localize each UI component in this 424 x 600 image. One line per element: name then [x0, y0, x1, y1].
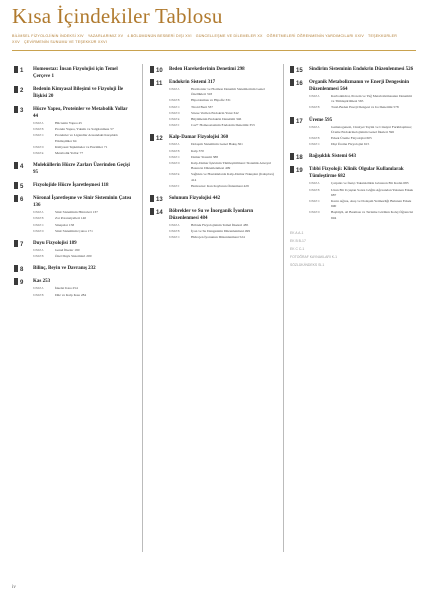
- chapter-marker: [150, 134, 154, 141]
- section-code: KISIM D: [309, 210, 320, 215]
- toc-chapter[interactable]: [14, 182, 132, 189]
- chapter-number: [290, 79, 304, 87]
- column-divider: [142, 64, 143, 552]
- section-title: Erkek Üreme Fizyolojisi 605: [331, 136, 372, 141]
- toc-chapter[interactable]: [150, 66, 275, 73]
- legend-item: 4.BÖLÜMÜNÜN BESBERİ DIŞI XVI: [127, 34, 192, 38]
- toc-section[interactable]: [309, 94, 414, 104]
- appendix-item[interactable]: SÖZLÜK/İNDEKS SI-1: [290, 262, 325, 267]
- section-code: KISIM C: [33, 133, 44, 138]
- section-code: KISIM A: [33, 248, 44, 253]
- chapter-number: [150, 134, 164, 142]
- toc-chapter[interactable]: [150, 134, 275, 189]
- chapter-number: [14, 162, 28, 170]
- header-rule: [12, 50, 416, 51]
- toc-section[interactable]: [33, 145, 132, 150]
- legend-item: YAZARLARIMIZ XV: [87, 34, 124, 38]
- toc-chapter[interactable]: [14, 265, 132, 272]
- chapter-marker: [14, 162, 18, 169]
- chapter-number-text: 6: [20, 197, 24, 204]
- chapter-number: [290, 166, 304, 174]
- section-title: Sinir Sisteminin Çatısı 171: [55, 228, 93, 233]
- chapter-number-text: 18: [296, 155, 303, 162]
- chapter-marker: [14, 240, 18, 247]
- chapter-title: Beden Hareketlerinin Denetimi 298: [169, 67, 245, 72]
- chapter-title: Fizyolojide Hücre İşaretleşmesi 118: [33, 183, 109, 189]
- section-title: Hücrenin Yapısı 45: [55, 121, 82, 125]
- section-code: KISIM D: [169, 110, 180, 115]
- section-title: Protein Yapısı, Yıkımı ve Salgılanması 57: [55, 127, 114, 132]
- section-code: KISIM B: [169, 98, 180, 103]
- toc-section[interactable]: [169, 123, 275, 128]
- section-code: KISIM E: [169, 117, 180, 122]
- toc-section[interactable]: [169, 142, 275, 147]
- toc-chapter[interactable]: [150, 195, 275, 202]
- legend-item: ÖĞRETMELERİ ÖĞRENMENİN YARDIMCILARI XXIV: [266, 34, 364, 38]
- section-title: Uzun Bir Uçuştan Sonra Göğüs Ağrısından Yakınan Erkek 687: [331, 187, 414, 197]
- toc-chapter[interactable]: [14, 86, 132, 100]
- front-matter-legend: [12, 33, 414, 45]
- section-code: KISIM E: [169, 172, 180, 177]
- chapter-title: Bağışıklık Sistemi 643: [309, 154, 356, 160]
- toc-section[interactable]: [169, 229, 275, 234]
- section-code: KISIM B: [33, 254, 44, 259]
- toc-section[interactable]: [169, 161, 275, 171]
- chapter-number: [14, 278, 28, 286]
- toc-chapter[interactable]: [290, 79, 414, 111]
- chapter-title: Hücre Yapısı, Proteinler ve Metabolik Yollar 44: [33, 107, 128, 119]
- chapter-number-text: 10: [156, 68, 163, 74]
- section-title: Zar Potansiyelleri 140: [55, 216, 87, 221]
- chapter-marker: [150, 79, 154, 86]
- chapter-title: Solunum Fizyolojisi 442: [169, 196, 221, 202]
- chapter-marker: [14, 278, 18, 285]
- section-title: Metabolik Yollar 77: [55, 151, 84, 156]
- section-code: KISIM F: [169, 183, 180, 188]
- section-code: KISIM C: [309, 199, 320, 204]
- chapter-number-text: 2: [20, 88, 24, 94]
- toc-section[interactable]: [33, 216, 132, 221]
- section-title: Tiroid Bezi 337: [191, 104, 214, 109]
- toc-section[interactable]: [169, 223, 275, 228]
- page-title: Kısa İçindekiler Tablosu: [12, 4, 223, 28]
- toc-section[interactable]: [309, 105, 414, 110]
- chapter-title: Böbrekler ve Su ve İnorganik İyonların Düzenlenmesi 484: [169, 209, 254, 222]
- section-title: İskelet Kası 254: [55, 286, 78, 291]
- toc-section[interactable]: [33, 286, 132, 291]
- legend-item: TEŞEKKÜRLER XXV: [12, 34, 398, 44]
- chapter-marker: [290, 166, 294, 173]
- chapter-number: [14, 86, 28, 94]
- chapter-title: Bilinç, Beyin ve Davranış 232: [33, 266, 96, 272]
- section-code: KISIM A: [169, 87, 180, 91]
- chapter-number-text: 3: [20, 108, 24, 114]
- section-code: KISIM C: [309, 142, 320, 147]
- toc-section[interactable]: [309, 142, 414, 147]
- chapter-title: Moleküllerin Hücre Zarları Üzerinden Geçişi 95: [33, 163, 130, 176]
- chapter-title: Sindirim Sisteminin Endokrin Düzenlenmesi 526: [309, 67, 414, 72]
- toc-chapter[interactable]: [290, 66, 414, 73]
- toc-chapter[interactable]: [14, 106, 132, 156]
- section-code: KISIM D: [33, 228, 44, 233]
- section-code: KISIM B: [169, 229, 180, 234]
- section-title: Düz ve Kalp Kası 284: [55, 292, 87, 297]
- chapter-marker: [290, 79, 294, 86]
- toc-section[interactable]: [309, 210, 414, 220]
- toc-section[interactable]: [169, 105, 275, 110]
- toc-chapter[interactable]: [290, 166, 414, 220]
- toc-chapter[interactable]: [150, 208, 275, 241]
- chapter-number: [14, 240, 28, 248]
- section-code: KISIM A: [33, 210, 44, 215]
- toc-section[interactable]: [33, 210, 132, 215]
- section-code: KISIM B: [169, 148, 180, 153]
- chapter-number: [150, 195, 164, 203]
- section-code: KISIM B: [33, 127, 44, 132]
- toc-chapter[interactable]: [14, 195, 132, 234]
- chapter-title: Kas 253: [33, 279, 51, 285]
- section-code: KISIM B: [309, 136, 320, 141]
- section-title: Çarpıntı ve İnatçı Takatsizlikle Gösteren Bir Kadın 683: [331, 181, 409, 186]
- chapter-number: [290, 153, 304, 161]
- toc-section[interactable]: [33, 248, 132, 253]
- chapter-number-text: 1: [20, 68, 24, 74]
- chapter-title: Homeostaz: İnsan Fizyolojisi için Temel Çerçeve 1: [33, 67, 118, 79]
- section-code: KISIM A: [169, 223, 180, 228]
- toc-chapter[interactable]: [290, 117, 414, 148]
- toc-section[interactable]: [169, 235, 275, 240]
- chapter-number-text: 13: [156, 197, 163, 204]
- section-code: KISIM B: [309, 105, 320, 110]
- chapter-marker: [14, 182, 18, 189]
- section-code: KISIM A: [309, 94, 320, 98]
- appendix-item[interactable]: EK A A-1: [290, 230, 304, 235]
- section-title: Karbonhidrat, Protein ve Yağ Metabolizmasının Denetimi ve Tümleştirilmesi 565: [331, 94, 412, 104]
- section-code: KISIM A: [33, 121, 44, 125]
- toc-section[interactable]: [169, 111, 275, 116]
- section-title: İyon ve Su Dengesinin Düzenlenmesi 499: [191, 229, 251, 234]
- section-code: KISIM C: [33, 222, 44, 227]
- section-code: KISIM B: [309, 187, 320, 192]
- section-title: Damar Sistemi 388: [191, 154, 219, 159]
- toc-section[interactable]: [169, 98, 275, 103]
- chapter-number: [290, 66, 304, 74]
- chapter-number-text: 5: [20, 184, 24, 191]
- toc-chapter[interactable]: [290, 153, 414, 160]
- section-title: Hormonlar ve Hormon Denetim Sistemlerinin Genel Özellikleri 318: [191, 87, 265, 97]
- section-title: Başbüyü, Al Basması ve Terleme Görülen Kolej Öğrencisi 694: [331, 210, 413, 220]
- section-code: KISIM C: [169, 235, 180, 240]
- chapter-marker: [290, 153, 294, 160]
- section-title: Büyümenin Endokrin Denetimi 346: [191, 117, 242, 122]
- chapter-marker: [290, 117, 294, 124]
- chapter-number: [14, 66, 28, 74]
- chapter-title: Üreme 595: [309, 117, 333, 123]
- section-title: Strese Verilen Endokrin Yanıt 342: [191, 110, 239, 115]
- section-title: Özel Duyu Sistemleri 200: [55, 254, 92, 259]
- chapter-number-text: 8: [20, 267, 24, 274]
- section-code: KISIM E: [33, 151, 44, 156]
- appendix-list: [290, 229, 414, 269]
- chapter-title: Endokrin Sistemi 317: [169, 80, 216, 85]
- chapter-number-text: 15: [296, 68, 303, 74]
- chapter-number: [14, 265, 28, 273]
- chapter-number: [150, 79, 164, 87]
- section-title: Proteinler ve Ligandlar Arasındaki Karşılıklı Etkileşimler 64: [55, 133, 118, 143]
- toc-chapter[interactable]: [14, 240, 132, 259]
- chapter-marker: [14, 66, 18, 73]
- toc-section[interactable]: [309, 199, 414, 209]
- toc-section[interactable]: [33, 127, 132, 132]
- chapter-marker: [290, 66, 294, 73]
- section-title: Dişi Üreme Fizyolojisi 615: [331, 142, 370, 147]
- chapter-number-text: 14: [156, 210, 163, 217]
- section-title: Kimyasal Tepkimeler ve Enzimler 71: [55, 144, 108, 149]
- section-code: KISIM A: [33, 286, 44, 291]
- section-title: Hipotalamus ve Hipofiz 331: [191, 98, 231, 103]
- chapter-number-text: 11: [156, 81, 163, 87]
- appendix-item[interactable]: EK C C-1: [290, 246, 305, 251]
- section-code: KISIM C: [169, 154, 180, 159]
- column-divider: [283, 64, 284, 552]
- section-code: KISIM D: [169, 161, 180, 166]
- toc-section[interactable]: [33, 293, 132, 298]
- toc-section[interactable]: [33, 151, 132, 156]
- section-code: KISIM B: [33, 216, 44, 221]
- section-title: Total-Beden Enerji Dengesi ve Isı Denetimi 578: [331, 105, 399, 110]
- toc-section[interactable]: [169, 172, 275, 182]
- appendix-item[interactable]: EK B B-17: [290, 238, 306, 243]
- chapter-number-text: 19: [296, 168, 303, 175]
- chapter-number-text: 4: [20, 164, 24, 171]
- legend-item: GÜNCELLEŞME VE DİLEMELER XX: [195, 34, 263, 38]
- toc-section[interactable]: [33, 229, 132, 234]
- section-code: KISIM A: [309, 181, 320, 186]
- toc-section[interactable]: [169, 117, 275, 122]
- chapter-title: Organik Metabolizmanın ve Enerji Dengesinin Düzenlenmesi 564: [309, 80, 409, 92]
- chapter-number-text: 7: [20, 242, 24, 249]
- section-title: Sağlıkta ve Hastalıklarda Kalp-Damar Nakışları (Kalıpları) 414: [191, 172, 274, 182]
- toc-chapter[interactable]: [14, 278, 132, 297]
- chapter-number: [150, 66, 164, 74]
- chapter-marker: [150, 195, 154, 202]
- chapter-number-text: 16: [296, 81, 303, 87]
- toc-section[interactable]: [309, 125, 414, 135]
- chapter-title: Bedenin Kimyasal Bileşimi ve Fizyoloji İle İlişkisi 20: [33, 87, 124, 99]
- chapter-number-text: 12: [156, 136, 163, 143]
- toc-section[interactable]: [33, 133, 132, 143]
- section-code: KISIM A: [169, 142, 180, 147]
- chapter-marker: [14, 106, 18, 113]
- legend-item: ÇEVİRMENİN SUNUMU VE TEŞEKKÜR XXVI: [23, 40, 108, 44]
- toc-section[interactable]: [33, 223, 132, 228]
- chapter-number: [14, 182, 28, 190]
- section-code: KISIM C: [169, 104, 180, 109]
- toc-section[interactable]: [169, 149, 275, 154]
- toc-section[interactable]: [309, 181, 414, 186]
- chapter-marker: [150, 66, 154, 73]
- chapter-number: [14, 106, 28, 114]
- chapter-number: [290, 117, 304, 125]
- section-title: Gametogenezi, Cinsiyet Tayini ve Cinsiyet Farklılaşması; Üreme Endokrinolojisinin Genel İlkeleri 596: [331, 124, 412, 134]
- toc-column-2: [150, 66, 275, 247]
- toc-column-1: [14, 66, 132, 304]
- toc-chapter[interactable]: [14, 66, 132, 80]
- chapter-number: [14, 195, 28, 203]
- toc-section[interactable]: [169, 155, 275, 160]
- toc-section[interactable]: [169, 184, 275, 189]
- chapter-title: Nöronal İşaretleşme ve Sinir Sisteminin Çatısı 136: [33, 196, 132, 209]
- section-title: Ca2+ Homeostazinin Endokrin Denetimi 353: [191, 123, 255, 128]
- toc-column-3: [290, 66, 414, 269]
- section-title: Hidrojen İyonunun Düzenlenmesi 524: [191, 235, 245, 240]
- section-title: Genel İlkeler 190: [55, 248, 80, 253]
- page-number: iv: [12, 585, 16, 590]
- chapter-title: Tıbbi Fizyoloji: Klinik Olgular Kullanılarak Tümleştirme 682: [309, 167, 404, 180]
- toc-section[interactable]: [33, 254, 132, 259]
- section-title: Karın Ağrısı, Ateş ve Dolaşım Yetmezliği Bulunan Erkek 690: [331, 199, 412, 209]
- section-title: Dolaşım Sisteminin Genel Bakış 361: [191, 142, 243, 147]
- chapter-marker: [14, 86, 18, 93]
- section-title: Kalp-Damar İşlevinin Tümleştirilmesi: Sistemik Arteryel Basıncın Düzenlenmesi 409: [191, 161, 272, 171]
- toc-section[interactable]: [309, 136, 414, 141]
- section-title: Hemostaz: Kan Kaybının Önlenmesi 429: [191, 183, 249, 188]
- section-title: Sinir Sisteminin Hücreleri 137: [55, 210, 98, 215]
- section-title: Sinapslar 158: [55, 222, 75, 227]
- legend-item: BİLİMSEL FİZYOLOJİNİN İNDEKSİ XIV: [12, 34, 84, 38]
- chapter-number: [150, 208, 164, 216]
- chapter-title: Duyu Fizyolojisi 189: [33, 241, 77, 247]
- toc-chapter[interactable]: [14, 162, 132, 176]
- toc-section[interactable]: [169, 87, 275, 97]
- section-code: KISIM F: [169, 123, 180, 128]
- chapter-title: Kalp-Damar Fizyolojisi 360: [169, 135, 229, 141]
- chapter-marker: [150, 208, 154, 215]
- chapter-number-text: 9: [20, 280, 24, 287]
- chapter-number-text: 17: [296, 118, 303, 125]
- section-title: Kalp 370: [191, 148, 204, 153]
- appendix-item[interactable]: FOTOĞRAF KAYNAKLARI K-1: [290, 254, 337, 259]
- section-code: KISIM A: [309, 124, 320, 129]
- toc-chapter[interactable]: [150, 79, 275, 128]
- section-title: Böbrek Fizyolojisinin Temel İlkeleri 485: [191, 223, 249, 228]
- toc-section[interactable]: [309, 188, 414, 198]
- chapter-marker: [14, 265, 18, 272]
- section-code: KISIM D: [33, 144, 44, 149]
- section-code: KISIM B: [33, 292, 44, 297]
- chapter-marker: [14, 195, 18, 202]
- toc-section[interactable]: [33, 121, 132, 126]
